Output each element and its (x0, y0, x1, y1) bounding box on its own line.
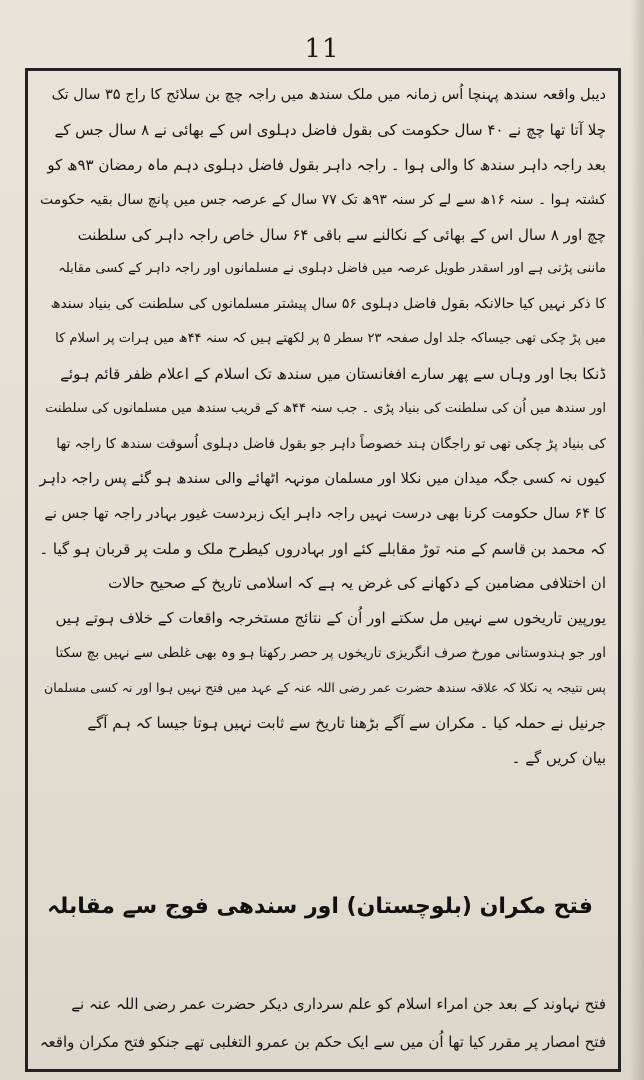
footer-text (38, 985, 606, 1061)
page-edge-shadow (630, 0, 644, 1080)
text-line: کشتہ ہوا ۔ سنہ ۱۶ھ سے لے کر سنہ ۹۳ھ تک ۷۷ سال کے عرصہ جس میں پانچ سال بقیہ حکومت (40, 191, 606, 208)
body-text (38, 78, 606, 776)
page-number: 11 (304, 34, 340, 64)
text-line: کا ذکر نہیں کیا حالانکہ بقول فاضل دہلوی ۵۶ سال پیشتر مسلمانوں کی سلطنت کی بنیاد سندھ (50, 296, 606, 313)
text-line: ان اختلافی مضامین کے دکھانے کی غرض یہ ہے کہ اسلامی تاریخ کے صحیح حالات (108, 574, 606, 593)
section-heading: فتح مکران (بلوچستان) اور سندھی فوج سے مقابلہ (47, 894, 593, 919)
text-line: اور سندھ میں اُن کی سلطنت کی بنیاد پڑی ۔ جب سنہ ۴۴ھ کے قریب سندھ میں مسلمانوں کی سلطنت (45, 401, 606, 417)
text-line: اور جو ہندوستانی مورخ صرف انگریزی تاریخوں پر حصر رکھتا ہو وہ بھی غلطی سے نہیں بچ سکتا (55, 645, 606, 662)
text-line: بعد راجہ داہر سندھ کا والی ہوا ۔ راجہ داہر بقول فاضل دہلوی دہم ماہ رمضان ۹۳ھ کو (47, 155, 606, 174)
text-line: فتح نہاوند کے بعد جن امراء اسلام کو علم سرداری دیکر حضرت عمر رضی اللہ عنہ نے (71, 995, 606, 1013)
text-line: بیان کریں گے ۔ (511, 748, 606, 767)
text-line: میں پڑ چکی تھی جیساکہ جلد اول صفحہ ۲۳ سطر ۵ پر لکھتے ہیں کہ سنہ ۴۴ھ میں ہرات پر اسلام کا (55, 331, 606, 347)
text-line: چچ اور ۸ سال اس کے بھائی کے نکالنے سے باقی ۶۴ سال خاص راجہ داہر کی سلطنت (77, 225, 606, 244)
text-line: فتح امصار پر مقرر کیا تھا اُن میں سے ایک حکم بن عمرو التغلبی تھے جنکو فتح مکران واقعہ (39, 1033, 606, 1051)
text-line: کیوں نہ کسی جگہ میدان میں نکلا اور مسلمان مونہہ اٹھائے والی سندھ ہو گئے پس راجہ داہر (39, 470, 606, 487)
text-line: ماننی پڑتی ہے اور اسقدر طویل عرصہ میں فاضل دہلوی نے مسلمانوں اور راجہ داہر کے کسی مقابلہ (58, 261, 606, 277)
text-line: یورپین تاریخوں سے نہیں مل سکتے اور اُن کے نتائج مستخرجہ واقعات کے خلاف ہوتے ہیں (55, 609, 606, 628)
text-line: کہ محمد بن قاسم کے منہ توڑ مقابلے کئے اور بہادروں کیطرح ملک و ملت پر قربان ہو گیا ۔ (39, 539, 606, 558)
text-line: کی بنیاد پڑ چکی تھی تو راجگان ہند خصوصاً داہر جو بقول فاضل دہلوی اُسوقت سندھ کا راجہ تھا (56, 435, 606, 452)
text-line: کا ۶۴ سال حکومت کرنا بھی درست نہیں راجہ داہر ایک زبردست غیور بہادر راجہ تھا جس نے (44, 505, 606, 522)
text-line: چلا آتا تھا چچ نے ۴۰ سال حکومت کی بقول فاضل دہلوی اس کے بھائی نے ۸ سال جس کے (54, 120, 606, 139)
text-line: پس نتیجہ یہ نکلا کہ علاقہ سندھ حضرت عمر رضی اللہ عنہ کے عہد میں فتح نہیں ہوا اور نہ کسی مسلمان (44, 680, 606, 696)
text-line: جرنیل نے حملہ کیا ۔ مکران سے آگے بڑھنا تاریخ سے ثابت نہیں ہوتا جیسا کہ ہم آگے (87, 714, 606, 733)
text-line: دیبل واقعہ سندھ پہنچا اُس زمانہ میں ملک سندھ میں راجہ چچ بن سلائج کا راج ۳۵ سال تک (51, 87, 606, 103)
text-line: ڈنکا بجا اور وہاں سے پھر سارے افغانستان میں سندھ تک اسلام کے اعلام ظفر قائم ہوئے (60, 365, 606, 384)
